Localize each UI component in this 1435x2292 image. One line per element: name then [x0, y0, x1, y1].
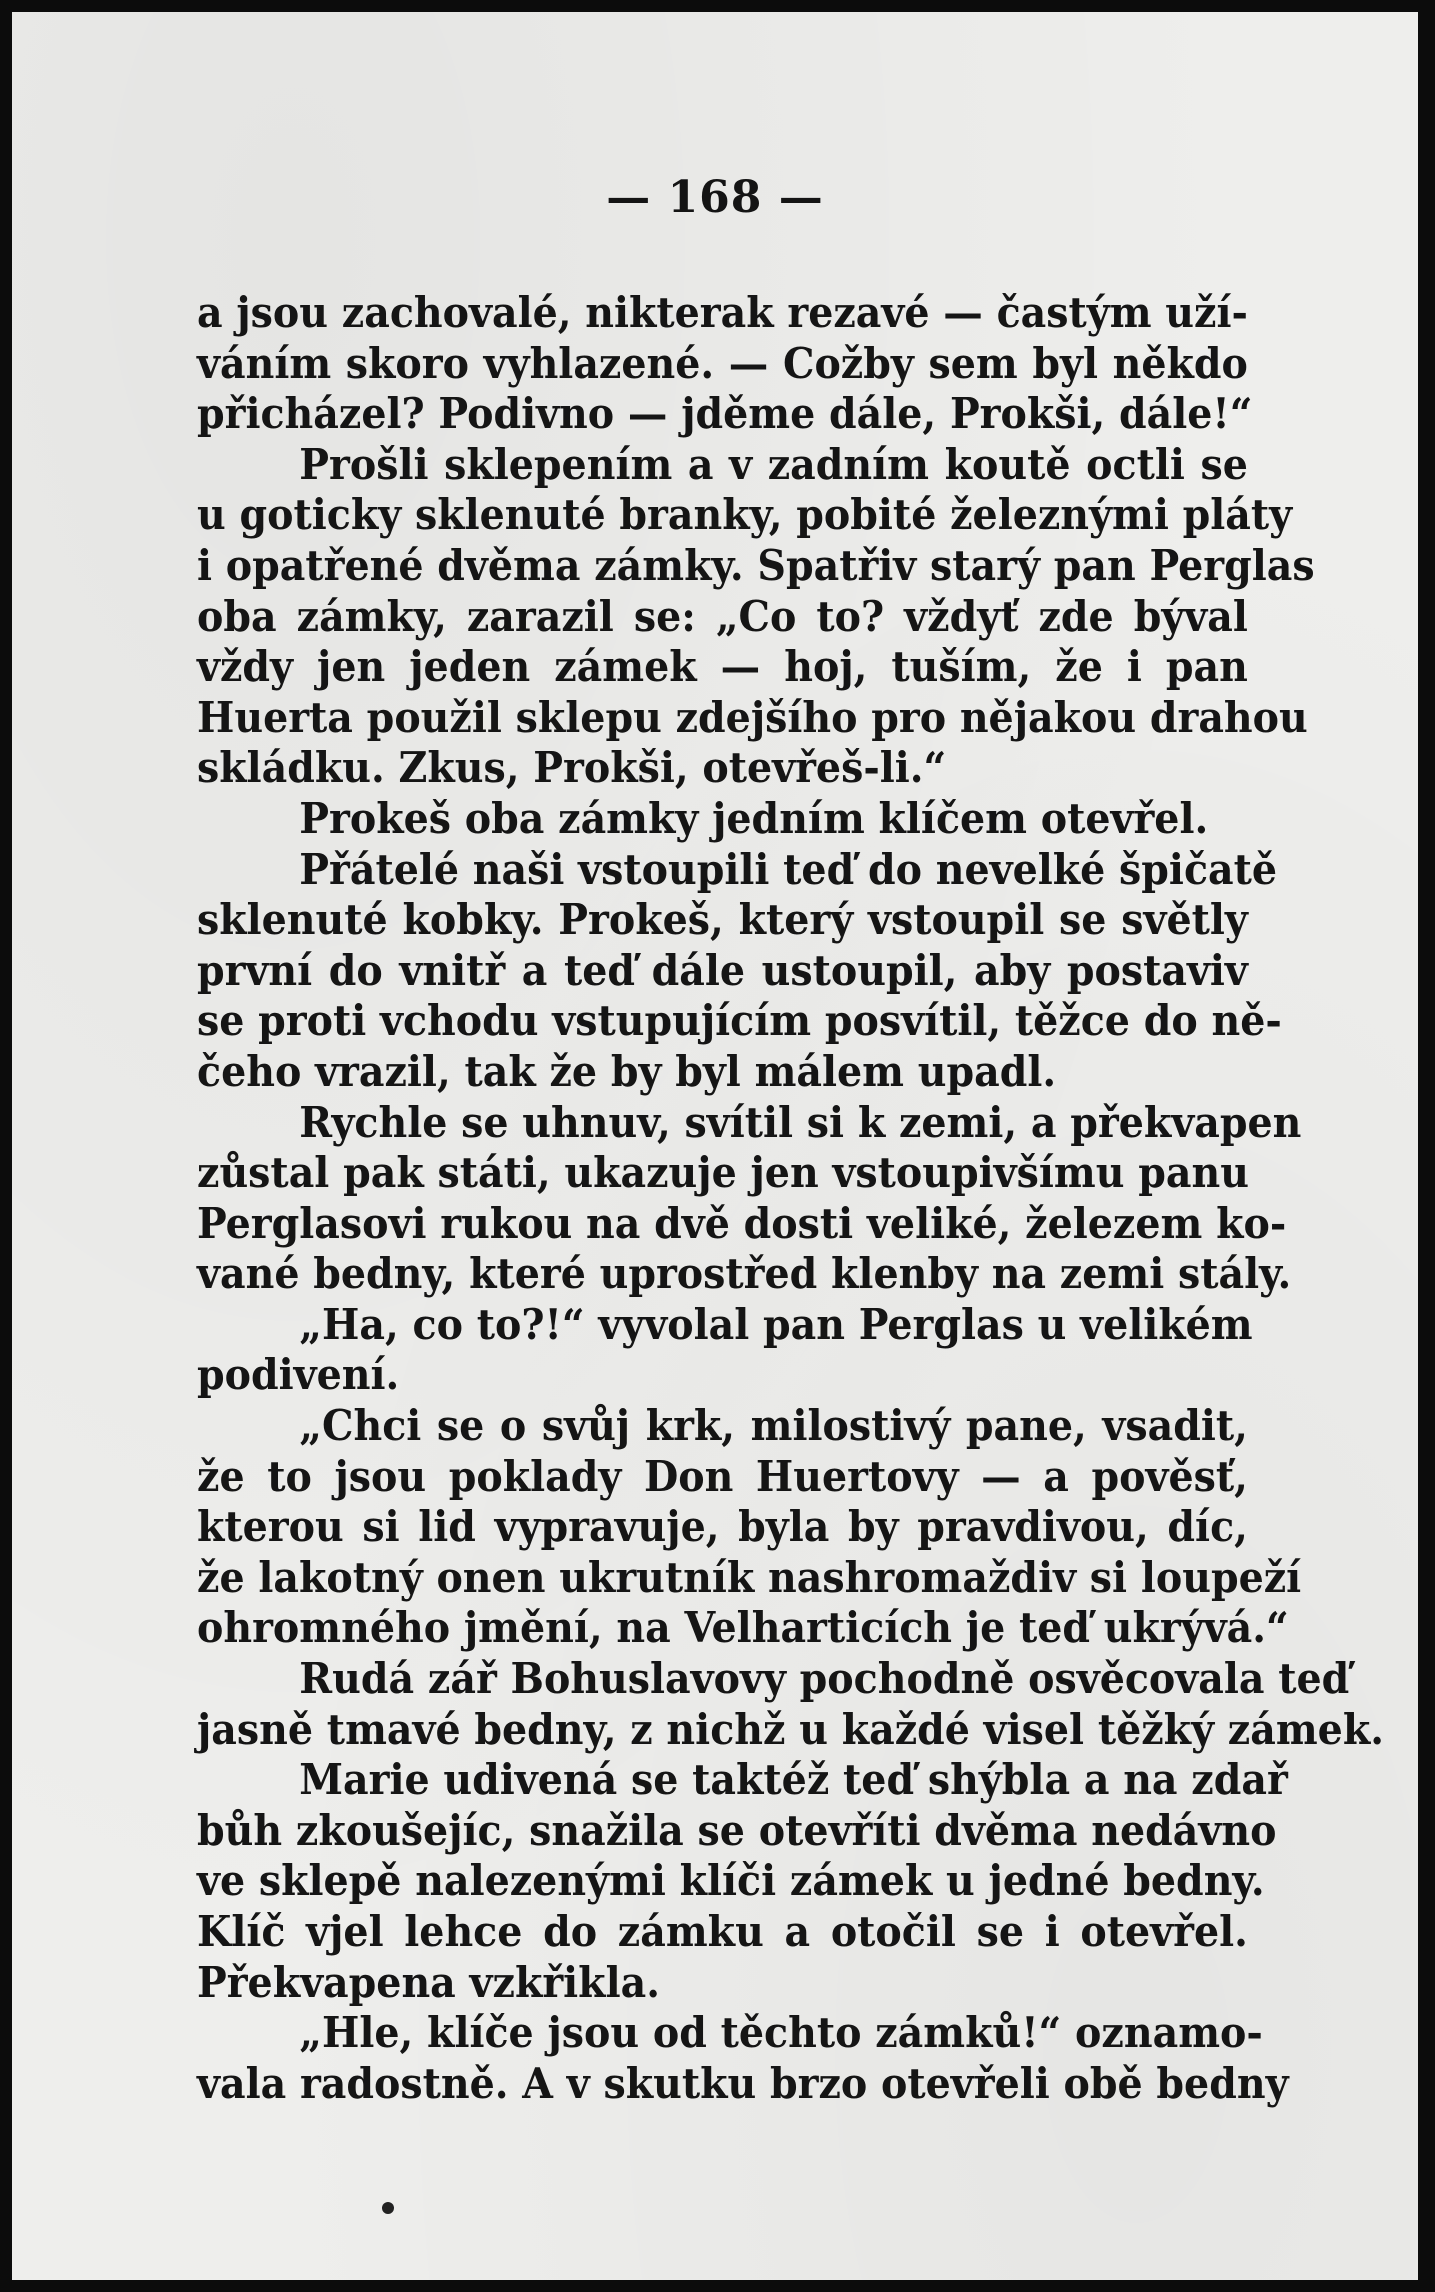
text-line: ohromného jmění, na Velharticích je teď ukrývá.“ [197, 1603, 1289, 1654]
text-line: „Ha, co to?!“ vyvolal pan Perglas u velikém [299, 1299, 1253, 1350]
text-line: Klíč vjel lehce do zámku a otočil se i otevřel. [197, 1907, 1248, 1957]
text-line: první do vnitř a teď dále ustoupil, aby postaviv [197, 945, 1248, 996]
text-line: se proti vchodu vstupujícím posvítil, těžce do ně- [197, 996, 1282, 1047]
text-line: oba zámky, zarazil se: „Co to? vždyť zde býval [197, 591, 1248, 642]
text-line: skládku. Zkus, Prokši, otevřeš-li.“ [197, 743, 947, 794]
text-line: Prokeš oba zámky jedním klíčem otevřel. [299, 793, 1209, 844]
book-page [12, 12, 1418, 2280]
text-line: vané bedny, které uprostřed klenby na zemi stály. [197, 1249, 1292, 1300]
text-line: Přátelé naši vstoupili teď do nevelké špičatě [299, 844, 1278, 895]
text-line: jasně tmavé bedny, z nichž u každé visel těžký zámek. [197, 1704, 1384, 1755]
text-line: ve sklepě nalezenými klíči zámek u jedné bedny. [197, 1856, 1265, 1907]
text-line: bůh zkoušejíc, snažila se otevříti dvěma nedávno [197, 1805, 1277, 1856]
text-line: zůstal pak státi, ukazuje jen vstoupivšímu panu [197, 1148, 1249, 1199]
text-line: u goticky sklenuté branky, pobité železnými pláty [197, 490, 1293, 541]
text-line: Marie udivená se taktéž teď shýbla a na zdař [299, 1755, 1288, 1806]
text-line: Huerta použil sklepu zdejšího pro nějakou drahou [197, 692, 1308, 743]
text-line: Prošli sklepením a v zadním koutě octli se [299, 439, 1248, 490]
text-line: Rudá zář Bohuslavovy pochodně osvěcovala teď [299, 1654, 1350, 1705]
ink-speck [382, 2202, 394, 2214]
text-line: že to jsou poklady Don Huertovy — a pověsť, [197, 1451, 1248, 1502]
text-line: přicházel? Podivno — jděme dále, Prokši, dále!“ [197, 389, 1253, 440]
text-line: podivení. [197, 1350, 400, 1401]
body-text [197, 288, 1384, 2109]
text-line: i opatřené dvěma zámky. Spatřiv starý pan Perglas [197, 540, 1315, 591]
text-line: „Chci se o svůj krk, milostivý pane, vsadit, [299, 1401, 1248, 1452]
text-line: že lakotný onen ukrutník nashromaždiv si loupeží [197, 1552, 1302, 1603]
text-line: čeho vrazil, tak že by byl málem upadl. [197, 1046, 1057, 1097]
text-line: Překvapena vzkřikla. [197, 1957, 660, 2008]
text-line: vždy jen jeden zámek — hoj, tuším, že i pan [197, 642, 1248, 693]
text-line: Perglasovi rukou na dvě dosti veliké, železem ko- [197, 1198, 1287, 1249]
text-line: kterou si lid vypravuje, byla by pravdivou, díc, [197, 1502, 1248, 1553]
text-line: vala radostně. A v skutku brzo otevřeli obě bedny [197, 2058, 1289, 2109]
page-number: — 168 — [606, 172, 824, 223]
text-line: Rychle se uhnuv, svítil si k zemi, a překvapen [299, 1097, 1302, 1148]
text-line: váním skoro vyhlazené. — Cožby sem byl někdo [197, 338, 1248, 389]
text-line: a jsou zachovalé, nikterak rezavé — častým uží- [197, 288, 1248, 338]
text-line: sklenuté kobky. Prokeš, který vstoupil se světly [197, 895, 1248, 946]
text-line: „Hle, klíče jsou od těchto zámků!“ oznamo- [299, 2008, 1263, 2059]
